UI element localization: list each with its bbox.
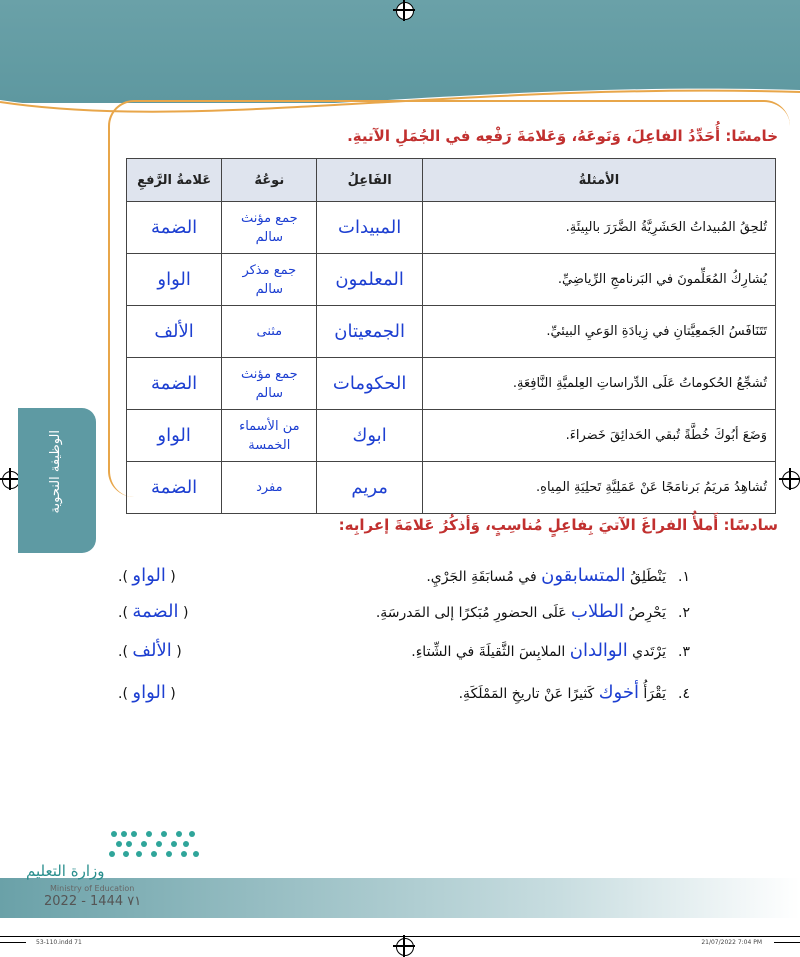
item-rest: في مُسابَقَةِ الجَرْيِ. — [426, 569, 537, 585]
page-number — [44, 894, 141, 909]
item-answer: أخوك — [598, 682, 639, 703]
type-line1: مفرد — [256, 480, 283, 495]
registration-mark-top — [396, 2, 414, 20]
item-mark-blank: ( الضمة ). — [118, 601, 189, 622]
item-verb: يَحْرِصُ — [628, 605, 666, 621]
table-row — [127, 462, 776, 514]
item-mark-answer: الواو — [132, 565, 166, 586]
item-number: ١. — [678, 569, 690, 585]
list-item — [110, 565, 690, 593]
type-line2: سالم — [255, 229, 284, 245]
header-mark: عَلامةُ الرَّفعِ — [127, 159, 222, 202]
ministry-logo-icon — [104, 826, 204, 866]
table-row — [127, 202, 776, 254]
ministry-name: وزارة التعليم — [26, 862, 105, 880]
item-rest: الملابِسَ الثَّقيلَةَ في الشِّتاءِ. — [411, 644, 566, 660]
example-sentence: تُشجِّعُ الحُكوماتُ عَلَى الدِّراساتِ العِلميَّةِ النَّافِعَةِ. — [422, 358, 775, 410]
item-rest: كَثيرًا عَنْ تاريخِ المَمْلَكَةِ. — [458, 686, 595, 702]
example-sentence: تُلحِقُ المُبيداتُ الحَشَرِيَّةُ الضَّرَرَ بالبِيئَةِ. — [422, 202, 775, 254]
mark-answer: الواو — [127, 254, 222, 306]
item-mark-blank: ( الألف ). — [118, 640, 182, 661]
mark-answer: الواو — [127, 410, 222, 462]
item-rest: عَلَى الحضورِ مُبَكرًا إلى المَدرسَةِ. — [375, 605, 567, 621]
mark-answer: الضمة — [127, 358, 222, 410]
list-item — [110, 682, 690, 710]
table-row — [127, 358, 776, 410]
type-line1: جمع مذكر — [242, 262, 297, 278]
table-row — [127, 306, 776, 358]
header-type: نوعُهُ — [222, 159, 317, 202]
subject-answer: مريم — [317, 462, 422, 514]
item-mark-answer: الألف — [132, 640, 172, 661]
page-number-value: ٧١ — [127, 894, 142, 909]
mark-answer: الضمة — [127, 202, 222, 254]
item-number: ٢. — [678, 605, 690, 621]
example-sentence: تَتَنَافَسُ الجَمعِيَّتانِ في زِيادَةِ الوَعيِ البيئيِّ. — [422, 306, 775, 358]
registration-mark-bottom — [396, 938, 414, 956]
example-sentence: تُشاهِدُ مَريَمُ بَرنامَجًا عَنْ عَمَلِيَّةِ تَحلِيَةِ المِياهِ. — [422, 462, 775, 514]
type-answer — [222, 462, 317, 514]
exercise-table — [126, 158, 776, 514]
list-item — [110, 640, 690, 668]
crop-mark — [0, 942, 26, 943]
type-line1: جمع مؤنث — [240, 210, 298, 226]
example-sentence: يُشارِكُ المُعَلِّمونَ في البَرنامجِ الرِّياضِيِّ. — [422, 254, 775, 306]
type-answer — [222, 410, 317, 462]
subject-answer: الحكومات — [317, 358, 422, 410]
type-line1: من الأسماء — [239, 418, 300, 434]
subject-answer: المعلمون — [317, 254, 422, 306]
subject-answer: المبيدات — [317, 202, 422, 254]
item-mark-answer: الواو — [132, 682, 166, 703]
ministry-year: 2022 - 1444 — [44, 894, 124, 909]
item-number: ٣. — [678, 644, 690, 660]
example-sentence: وَضَعَ أبُوكَ خُطَّةً تُبقي الحَدائِقَ خَضراءَ. — [422, 410, 775, 462]
side-tab — [18, 408, 96, 553]
subject-answer: ابوك — [317, 410, 422, 462]
type-answer — [222, 202, 317, 254]
type-line2: سالم — [255, 385, 284, 401]
side-tab-label: الوظيفة النحوية — [48, 430, 63, 514]
header-subject: الفَاعِلُ — [317, 159, 422, 202]
item-mark-blank: ( الواو ). — [118, 682, 176, 703]
type-answer — [222, 254, 317, 306]
table-row — [127, 410, 776, 462]
item-mark-blank: ( الواو ). — [118, 565, 176, 586]
section6-title: سادسًا: أَملأُ الفراغَ الآتيَ بِفاعِلٍ مُناسِبٍ، وَأذكُرُ عَلامَةَ إعرابِه: — [338, 516, 778, 534]
subject-answer: الجمعيتان — [317, 306, 422, 358]
type-line2: الخمسة — [248, 437, 291, 453]
item-verb: يَقْرَأُ — [643, 686, 666, 702]
item-answer: الوالدان — [569, 640, 628, 661]
type-line1: جمع مؤنث — [240, 366, 298, 382]
header-examples: الأمثلةُ — [422, 159, 775, 202]
list-item — [110, 601, 690, 629]
item-mark-answer: الضمة — [132, 601, 179, 622]
ministry-name-en: Ministry of Education — [50, 884, 135, 893]
mark-answer: الألف — [127, 306, 222, 358]
item-verb: يَنْطَلِقُ — [630, 569, 666, 585]
item-number: ٤. — [678, 686, 690, 702]
type-answer — [222, 306, 317, 358]
item-answer: الطلاب — [571, 601, 624, 622]
type-line1: مثنى — [256, 324, 283, 339]
item-verb: يَرْتَدي — [632, 644, 666, 660]
type-line2: سالم — [255, 281, 284, 297]
type-answer — [222, 358, 317, 410]
table-row — [127, 254, 776, 306]
section5-title: خامسًا: أُحَدِّدُ الفاعِلَ، وَنَوعَهُ، وَعَلامَةَ رَفْعِه في الجُمَلِ الآتيةِ. — [347, 127, 778, 145]
footer-date: 21/07/2022 7:04 PM — [701, 939, 762, 946]
footer-file: 53-110.indd 71 — [36, 939, 82, 946]
crop-mark — [774, 942, 800, 943]
footer-line — [0, 936, 800, 937]
item-answer: المتسابقون — [541, 565, 626, 586]
mark-answer: الضمة — [127, 462, 222, 514]
